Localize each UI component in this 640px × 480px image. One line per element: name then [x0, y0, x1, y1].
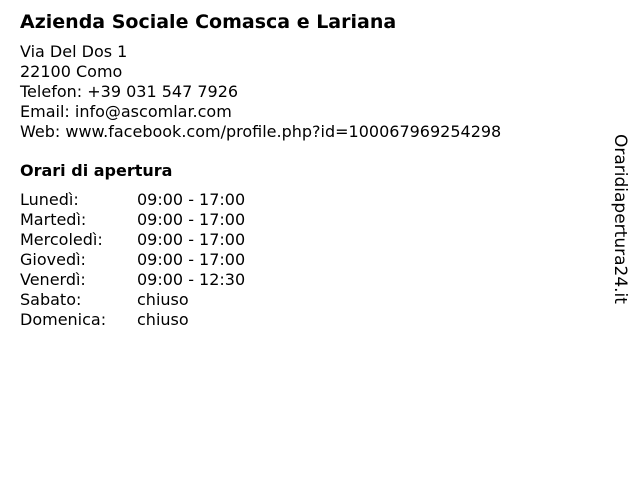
opening-hours-heading: Orari di apertura	[20, 161, 173, 180]
city: 22100 Como	[20, 62, 123, 81]
phone: Telefon: +39 031 547 7926	[20, 82, 239, 101]
day-label: Mercoledì:	[20, 230, 103, 249]
hours-row-wednesday	[20, 230, 600, 250]
hours-row-tuesday	[20, 210, 600, 230]
day-label: Venerdì:	[20, 270, 86, 289]
time-value: 09:00 - 17:00	[137, 230, 246, 249]
email: Email: info@ascomlar.com	[20, 102, 232, 121]
day-label: Sabato:	[20, 290, 82, 309]
contact-info	[20, 42, 600, 142]
time-value: 09:00 - 12:30	[137, 270, 246, 289]
hours-row-friday	[20, 270, 600, 290]
hours-row-monday	[20, 190, 600, 210]
time-value: 09:00 - 17:00	[137, 190, 246, 209]
day-label: Domenica:	[20, 310, 107, 329]
street-address: Via Del Dos 1	[20, 42, 128, 61]
site-watermark: Oraridiapertura24.it	[610, 134, 630, 304]
time-value: chiuso	[137, 290, 189, 309]
hours-row-thursday	[20, 250, 600, 270]
opening-hours-table	[20, 190, 600, 330]
day-label: Giovedì:	[20, 250, 86, 269]
time-value: chiuso	[137, 310, 189, 329]
time-value: 09:00 - 17:00	[137, 210, 246, 229]
hours-row-saturday	[20, 290, 600, 310]
day-label: Martedì:	[20, 210, 87, 229]
day-label: Lunedì:	[20, 190, 79, 209]
website: Web: www.facebook.com/profile.php?id=100067969254298	[20, 122, 502, 141]
time-value: 09:00 - 17:00	[137, 250, 246, 269]
business-name: Azienda Sociale Comasca e Lariana	[20, 11, 397, 33]
business-card	[20, 10, 600, 330]
hours-row-sunday	[20, 310, 600, 330]
